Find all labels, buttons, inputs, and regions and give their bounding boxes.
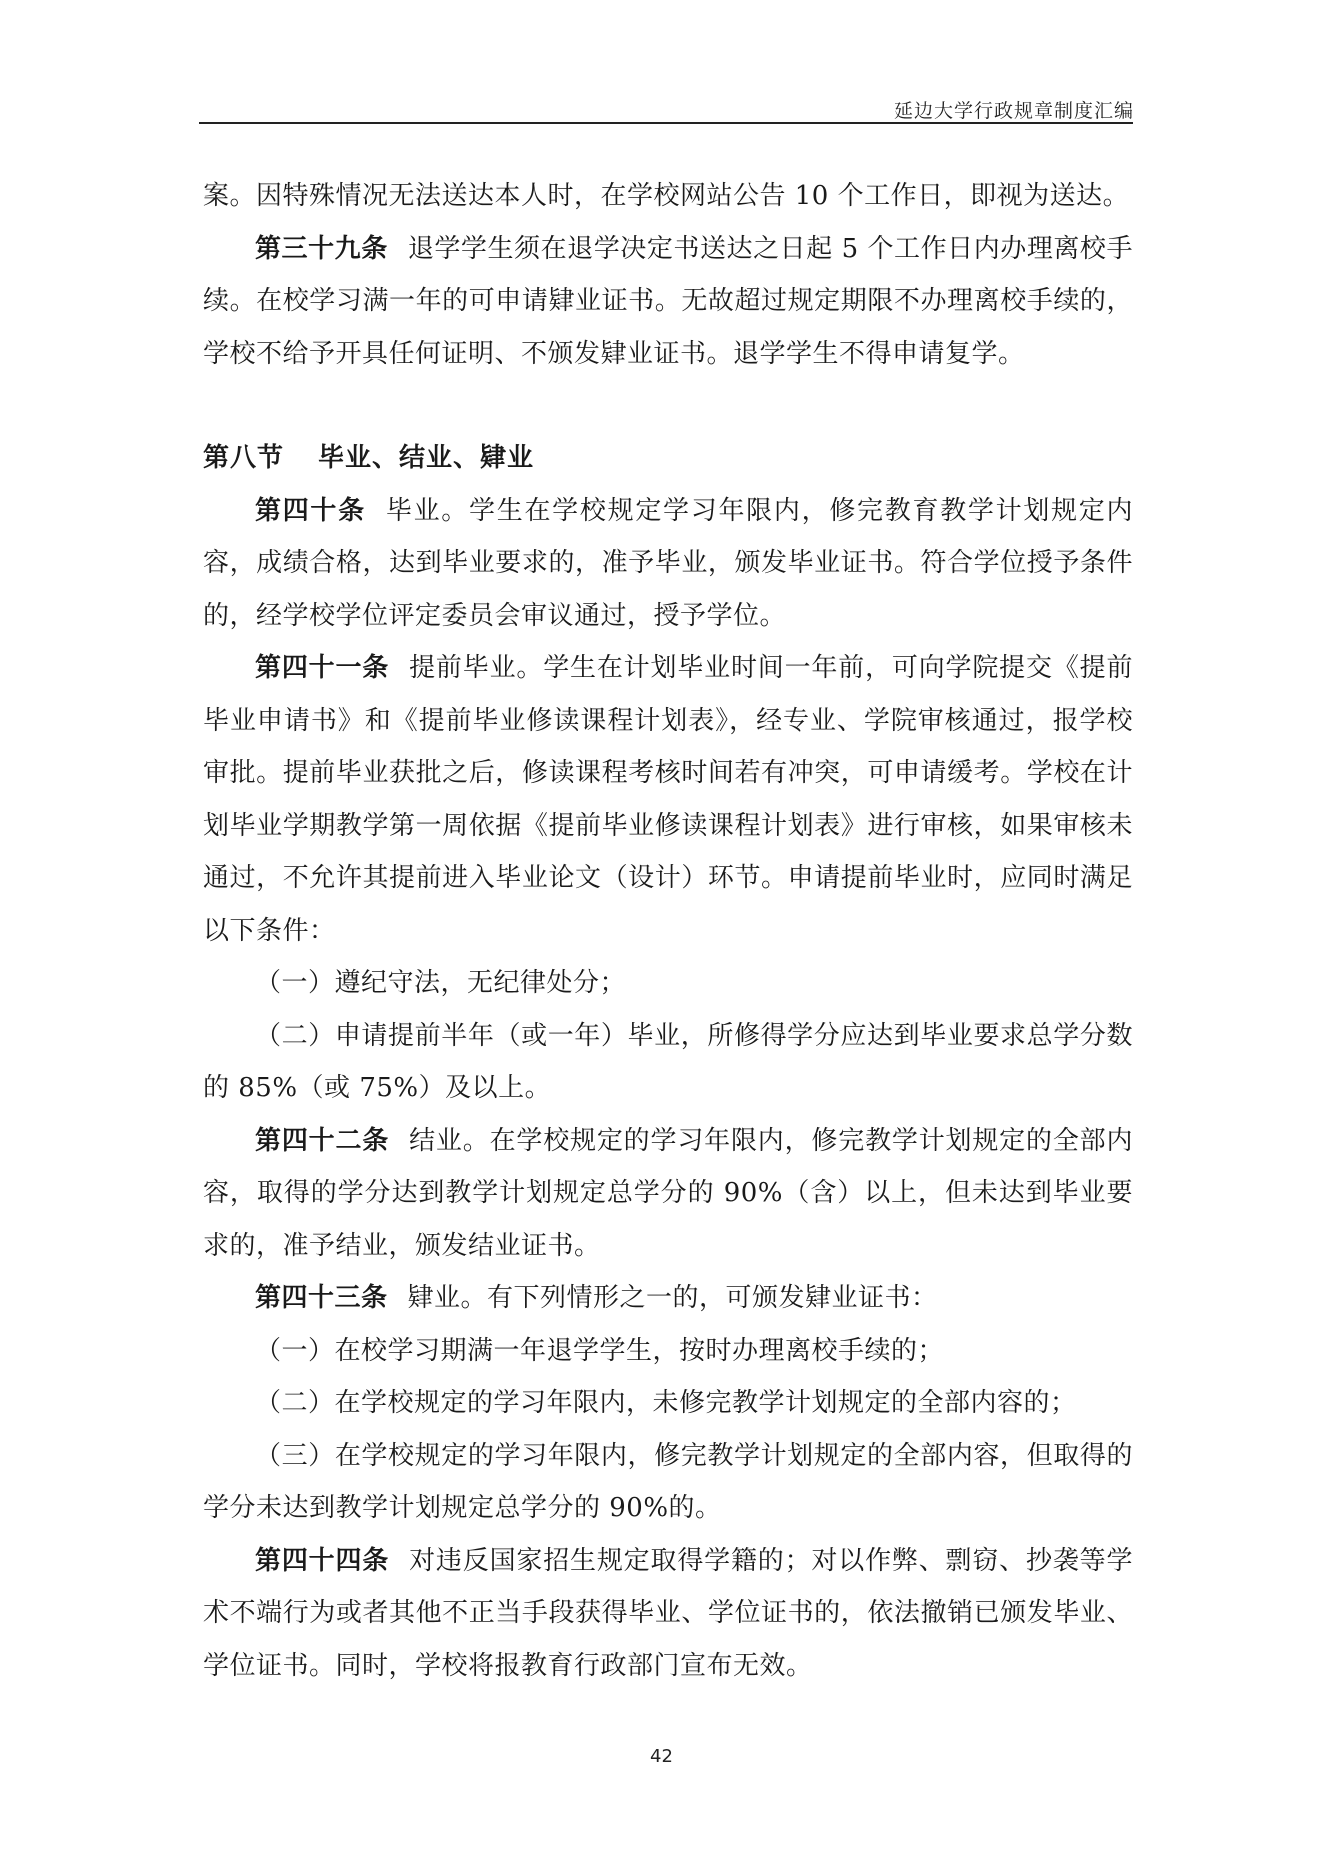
document-body — [203, 170, 1133, 1692]
article-label: 第四十三条 — [255, 1283, 388, 1313]
item-text: （二）在学校规定的学习年限内，未修完教学计划规定的全部内容的； — [255, 1388, 1077, 1418]
article-text: 提前毕业。学生在计划毕业时间一年前，可向学院提交《提前毕业申请书》和《提前毕业修读课程计划表》，经专业、学院审核通过，报学校审批。提前毕业获批之后，修读课程考核时间若有冲突，可申请缓考。学校在计划毕业学期教学第一周依据《提前毕业修读课程计划表》进行审核，如果审核未通过，不允许其提前进入毕业论文（设计）环节。申请提前毕业时，应同时满足以下条件： — [203, 653, 1133, 946]
page-number: 42 — [650, 1746, 673, 1767]
article-label: 第四十条 — [255, 495, 366, 526]
article-text: 退学学生须在退学决定书送达之日起 5 个工作日内办理离校手续。在校学习满一年的可申请肄业证书。无故超过规定期限不办理离校手续的，学校不给予开具任何证明、不颁发肄业证书。退学学生不得申请复学。 — [203, 233, 1133, 369]
header-rule — [199, 122, 1133, 124]
list-item — [203, 1430, 1133, 1535]
article-label: 第四十一条 — [255, 653, 390, 683]
article-label: 第四十二条 — [255, 1125, 390, 1156]
article-42 — [203, 1115, 1133, 1273]
article-text: 结业。在学校规定的学习年限内，修完教学计划规定的全部内容，取得的学分达到教学计划规定总学分的 90%（含）以上，但未达到毕业要求的，准予结业，颁发结业证书。 — [203, 1125, 1133, 1261]
article-41 — [203, 642, 1133, 957]
item-text: （二）申请提前半年（或一年）毕业，所修得学分应达到毕业要求总学分数的 85%（或 75%）及以上。 — [203, 1020, 1133, 1103]
item-text: （三）在学校规定的学习年限内，修完教学计划规定的全部内容，但取得的学分未达到教学计划规定总学分的 90%的。 — [203, 1440, 1133, 1523]
list-item — [203, 1010, 1133, 1115]
section-title: 毕业、结业、肄业 — [318, 443, 535, 473]
article-text: 对违反国家招生规定取得学籍的；对以作弊、剽窃、抄袭等学术不端行为或者其他不正当手段获得毕业、学位证书的，依法撤销已颁发毕业、学位证书。同时，学校将报教育行政部门宣布无效。 — [203, 1545, 1133, 1681]
item-text: （一）遵纪守法，无纪律处分； — [255, 968, 627, 998]
article-text: 肄业。有下列情形之一的，可颁发肄业证书： — [407, 1283, 938, 1313]
list-item — [203, 1377, 1133, 1430]
article-40 — [203, 485, 1133, 643]
section-heading — [203, 432, 1133, 485]
article-39 — [203, 223, 1133, 381]
paragraph-text: 案。因特殊情况无法送达本人时，在学校网站公告 10 个工作日，即视为送达。 — [203, 181, 1130, 211]
item-text: （一）在校学习期满一年退学学生，按时办理离校手续的； — [255, 1335, 945, 1366]
list-item — [203, 1325, 1133, 1378]
article-label: 第三十九条 — [255, 233, 388, 264]
running-header: 延边大学行政规章制度汇编 — [893, 100, 1134, 122]
article-text: 毕业。学生在学校规定学习年限内，修完教育教学计划规定内容，成绩合格，达到毕业要求的，准予毕业，颁发毕业证书。符合学位授予条件的，经学校学位评定委员会审议通过，授予学位。 — [203, 495, 1133, 631]
list-item — [203, 957, 1133, 1010]
section-label: 第八节 — [203, 443, 285, 473]
article-label: 第四十四条 — [255, 1545, 390, 1576]
article-44 — [203, 1535, 1133, 1693]
article-43 — [203, 1272, 1133, 1325]
paragraph-continuation — [203, 170, 1133, 223]
